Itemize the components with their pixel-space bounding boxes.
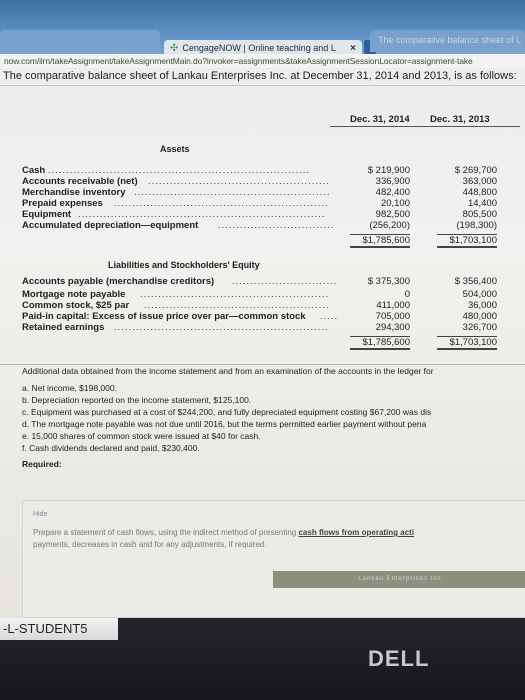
required-label: Required:: [22, 459, 62, 469]
value-2013: 326,700: [462, 322, 497, 333]
monitor-bezel: [0, 618, 525, 700]
liabilities-title: Liabilities and Stockholders' Equity: [108, 260, 260, 270]
row-label: Accounts receivable (net): [22, 176, 138, 187]
table-row: [22, 289, 522, 300]
table-row: [22, 165, 522, 176]
value-2013: 363,000: [462, 176, 497, 187]
row-label: Retained earnings: [22, 322, 105, 333]
prompt-text-continued: payments, decreases in cash and for any adjustments, if required.: [33, 540, 267, 549]
column-header-2014: Dec. 31, 2014: [350, 114, 410, 125]
value-2014: 336,900: [375, 176, 410, 187]
list-item: b. Depreciation reported on the income statement, $125,100.: [22, 395, 252, 405]
browser-tab-bar: [0, 0, 525, 54]
row-label: Accounts payable (merchandise creditors): [22, 276, 215, 287]
value-2013: 448,800: [462, 187, 497, 198]
leader-dots: ................................: [218, 220, 335, 231]
table-row: [22, 209, 522, 220]
section-divider: [0, 364, 525, 365]
row-label: Paid-in capital: Excess of issue price over par—common stock: [22, 311, 306, 322]
row-label: Cash: [22, 165, 46, 176]
leader-dots: ...................................................: [144, 300, 330, 311]
value-2013: 36,000: [467, 300, 497, 311]
table-row: [22, 276, 522, 287]
value-2013: (198,300): [456, 220, 497, 231]
value-2014: 0: [404, 289, 410, 300]
row-label: Common stock, $25 par: [22, 300, 130, 311]
value-2014: 705,000: [375, 311, 410, 322]
dell-logo: DELL: [368, 646, 430, 671]
value-2014: 20,100: [380, 198, 410, 209]
value-2014: $ 219,900: [367, 165, 410, 176]
address-bar[interactable]: now.com/ilrn/takeAssignment/takeAssignmentMain.do?invoker=assignments&takeAssignmentSessionLocator=assignment-take: [0, 54, 525, 68]
total-2014: $1,785,600: [350, 336, 410, 350]
total-2013: $1,703,100: [437, 234, 497, 248]
leader-dots: ...........................................................: [114, 198, 329, 209]
leader-dots: ....................................................: [140, 289, 330, 300]
row-label: Prepaid expenses: [22, 198, 103, 209]
additional-data: [22, 366, 525, 471]
leader-dots: ........................................................................: [48, 165, 311, 176]
leader-dots: ....................................................................: [78, 209, 326, 220]
assets-title: Assets: [160, 144, 190, 154]
table-row: [22, 322, 522, 333]
taskbar-computer-label: -L-STUDENT5: [0, 618, 118, 640]
value-2014: $ 375,300: [367, 276, 410, 287]
value-2013: $ 269,700: [454, 165, 497, 176]
leader-dots: ......................................................: [134, 187, 331, 198]
value-2013: 480,000: [462, 311, 497, 322]
row-label: Equipment: [22, 209, 72, 220]
total-2013: $1,703,100: [437, 336, 497, 350]
table-row: [22, 198, 522, 209]
statement-header-bar: Lankau Enterprises Inc: [273, 571, 525, 588]
value-2014: 482,400: [375, 187, 410, 198]
table-row: [22, 176, 522, 187]
problem-intro: The comparative balance sheet of Lankau Enterprises Inc. at December 31, 2014 and 2013, is as follows:: [0, 68, 525, 86]
column-header-2013: Dec. 31, 2013: [430, 114, 490, 125]
prompt-text: Prepare a statement of cash flows, using the indirect method of presenting: [33, 528, 299, 537]
table-row: [22, 311, 522, 322]
cengage-favicon-icon: ✣: [170, 42, 179, 54]
table-row: [22, 187, 522, 198]
leader-dots: ...........................................................: [114, 322, 329, 333]
list-item: e. 15,000 shares of common stock were issued at $40 for cash.: [22, 431, 261, 441]
table-row: [22, 300, 522, 311]
row-label: Merchandise inventory: [22, 187, 126, 198]
leader-dots: ..................................................: [148, 176, 330, 187]
leader-dots: .............................: [232, 276, 338, 287]
value-2013: 14,400: [467, 198, 497, 209]
table-row: [22, 220, 522, 231]
value-2013: $ 356,400: [454, 276, 497, 287]
header-rule: [330, 126, 520, 127]
task-prompt: [33, 527, 523, 551]
browser-tab-left[interactable]: [0, 30, 160, 52]
list-item: c. Equipment was purchased at a cost of $244,200, and fully depreciated equipment costing $67,200 was dis: [22, 407, 432, 417]
value-2014: 411,000: [376, 300, 410, 311]
row-label: Accumulated depreciation—equipment: [22, 220, 199, 231]
value-2014: 294,300: [375, 322, 410, 333]
leader-dots: .....: [320, 311, 339, 322]
list-item: d. The mortgage note payable was not due until 2016, but the terms permitted earlier payment without pena: [22, 419, 427, 429]
row-label: Mortgage note payable: [22, 289, 126, 300]
value-2014: (256,200): [369, 220, 410, 231]
value-2014: 982,500: [375, 209, 410, 220]
cash-flows-link[interactable]: cash flows from operating acti: [298, 528, 415, 537]
liabilities-total-row: [22, 336, 522, 349]
list-item: a. Net income, $198,000.: [22, 383, 117, 393]
additional-data-lead: Additional data obtained from the income statement and from an examination of the accounts in the ledger for: [22, 366, 434, 376]
value-2013: 805,500: [462, 209, 497, 220]
value-2013: 504,000: [462, 289, 497, 300]
task-panel: [22, 500, 525, 618]
hide-button[interactable]: Hide: [33, 511, 48, 518]
browser-tab-right[interactable]: The comparative balance sheet of L: [370, 30, 525, 52]
tab-title: CengageNOW | Online teaching and L: [182, 43, 336, 53]
list-item: f. Cash dividends declared and paid, $230,400.: [22, 443, 200, 453]
total-2014: $1,785,600: [350, 234, 410, 248]
close-icon[interactable]: ×: [350, 42, 356, 54]
assets-total-row: [22, 234, 522, 247]
